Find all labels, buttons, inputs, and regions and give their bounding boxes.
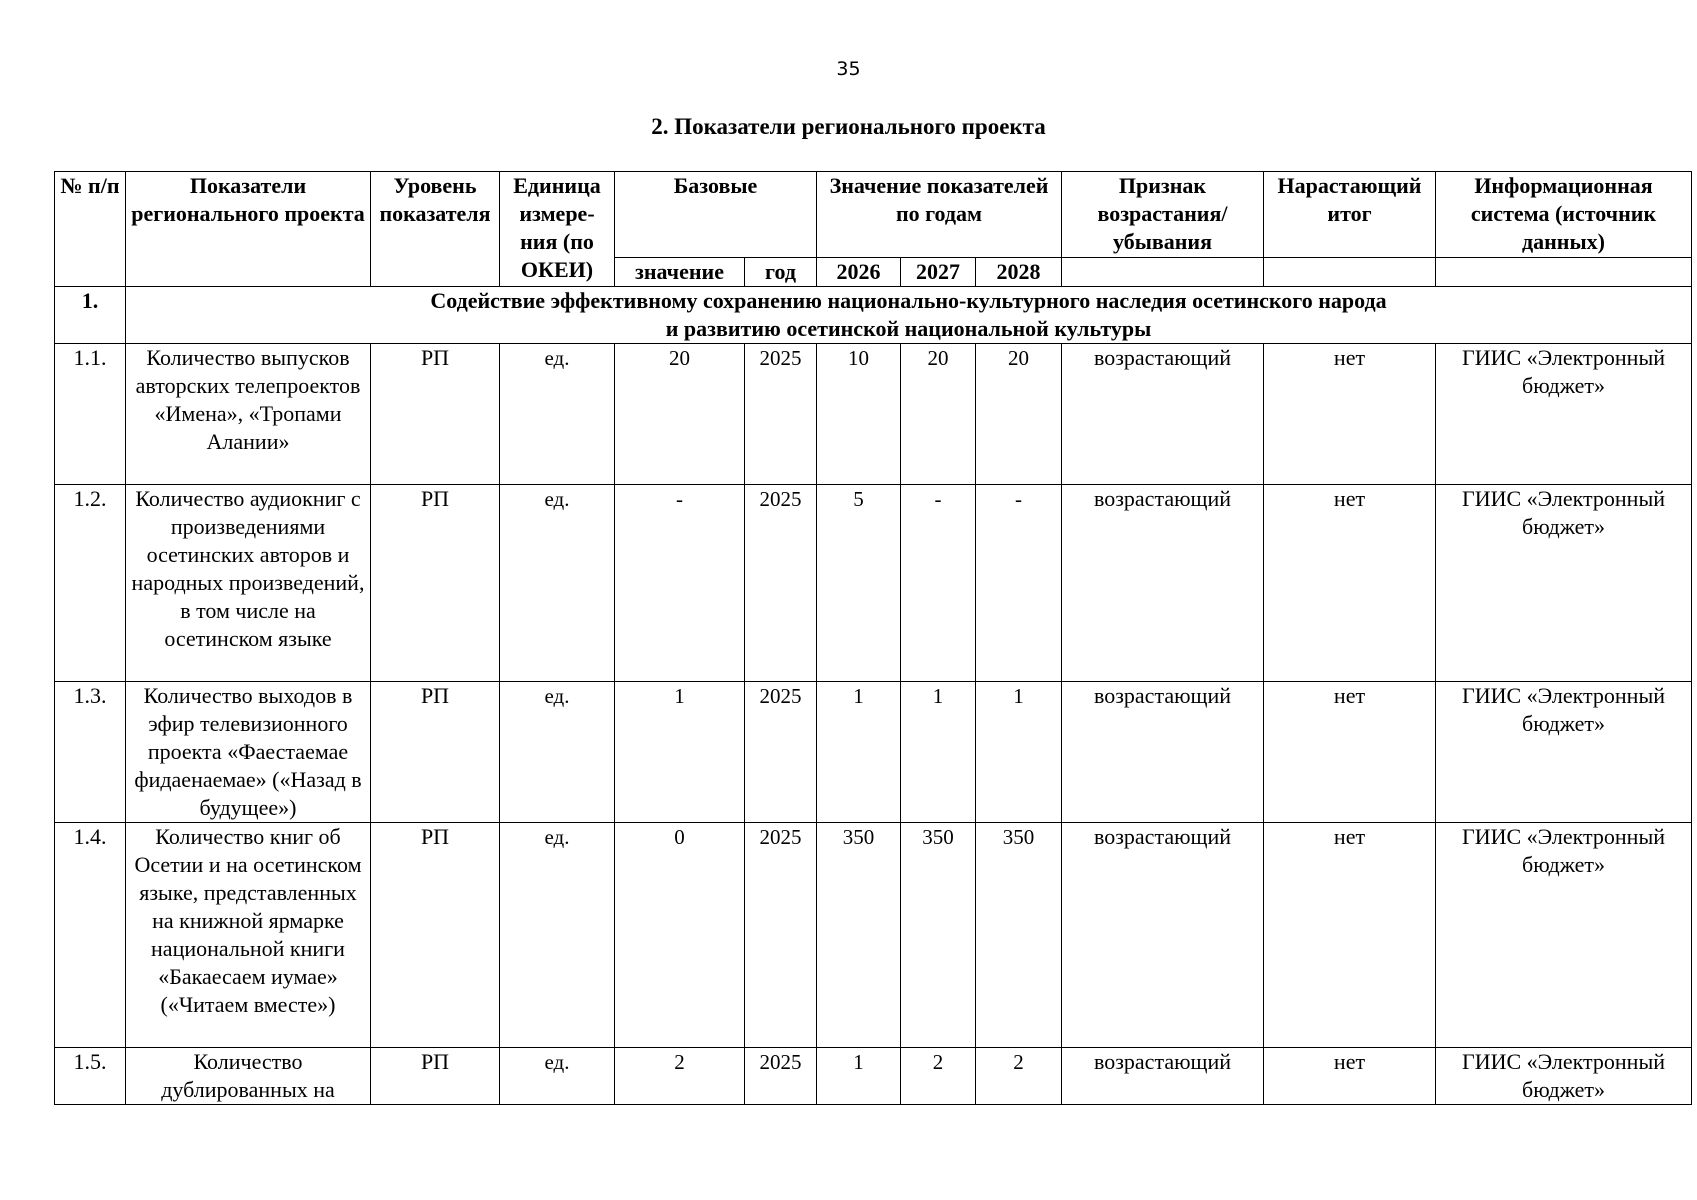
header-trend-empty: [1062, 258, 1264, 287]
row-trend: возрастающий: [1062, 344, 1264, 485]
row-base-year: 2025: [745, 1048, 817, 1105]
page-number: 35: [836, 58, 861, 80]
row-value-2026: 1: [817, 682, 901, 823]
row-value-2026: 10: [817, 344, 901, 485]
indicators-table: [54, 171, 1692, 1105]
row-level: РП: [371, 485, 500, 682]
header-info-system: Информационная система (источник данных): [1436, 172, 1692, 258]
row-base-year: 2025: [745, 823, 817, 1048]
header-base-value: значение: [615, 258, 745, 287]
table-row: [55, 1048, 1692, 1105]
row-level: РП: [371, 823, 500, 1048]
section-title: 2. Показатели регионального проекта: [651, 114, 1046, 139]
row-base-year: 2025: [745, 682, 817, 823]
row-num: 1.2.: [55, 485, 126, 682]
row-cumulative: нет: [1264, 485, 1436, 682]
row-value-2026: 350: [817, 823, 901, 1048]
header-unit: Единица измере-ния (по ОКЕИ): [500, 172, 615, 287]
section-title-line1: Содействие эффективному сохранению национально-культурного наследия осетинского народа: [430, 288, 1387, 313]
row-value-2026: 5: [817, 485, 901, 682]
header-base-year: год: [745, 258, 817, 287]
row-num: 1.5.: [55, 1048, 126, 1105]
row-level: РП: [371, 1048, 500, 1105]
table-row: [55, 344, 1692, 485]
header-cumulative-empty: [1264, 258, 1436, 287]
table-row: [55, 823, 1692, 1048]
row-base-year: 2025: [745, 344, 817, 485]
row-cumulative: нет: [1264, 1048, 1436, 1105]
row-base-value: 1: [615, 682, 745, 823]
row-indicator-name: Количество выходов в эфир телевизионного проекта «Фаестаемае фидаенаемае» («Назад в будущее»): [126, 682, 371, 823]
row-unit: ед.: [500, 485, 615, 682]
row-unit: ед.: [500, 823, 615, 1048]
header-indicator: Показатели регионального проекта: [126, 172, 371, 287]
row-cumulative: нет: [1264, 682, 1436, 823]
row-indicator-name: Количество книг об Осетии и на осетинском языке, представленных на книжной ярмарке национальной книги «Бакаесаем иумае» («Читаем вместе»): [126, 823, 371, 1048]
row-source: ГИИС «Электронный бюджет»: [1436, 682, 1692, 823]
header-num: № п/п: [55, 172, 126, 287]
header-info-empty: [1436, 258, 1692, 287]
row-base-year: 2025: [745, 485, 817, 682]
row-source: ГИИС «Электронный бюджет»: [1436, 485, 1692, 682]
row-base-value: 0: [615, 823, 745, 1048]
row-value-2028: 20: [976, 344, 1062, 485]
row-indicator-name: Количество выпусков авторских телепроектов «Имена», «Тропами Алании»: [126, 344, 371, 485]
header-trend: Признак возрастания/ убывания: [1062, 172, 1264, 258]
row-value-2027: 2: [901, 1048, 976, 1105]
header-year-2027: 2027: [901, 258, 976, 287]
row-level: РП: [371, 344, 500, 485]
table-row: [55, 682, 1692, 823]
header-base: Базовые: [615, 172, 817, 258]
row-base-value: 2: [615, 1048, 745, 1105]
row-source: ГИИС «Электронный бюджет»: [1436, 344, 1692, 485]
row-value-2028: 350: [976, 823, 1062, 1048]
row-num: 1.1.: [55, 344, 126, 485]
row-value-2027: 350: [901, 823, 976, 1048]
row-trend: возрастающий: [1062, 1048, 1264, 1105]
row-value-2028: 1: [976, 682, 1062, 823]
row-num: 1.4.: [55, 823, 126, 1048]
row-value-2027: 20: [901, 344, 976, 485]
row-value-2028: -: [976, 485, 1062, 682]
table-row: [55, 485, 1692, 682]
header-level: Уровень показателя: [371, 172, 500, 287]
row-unit: ед.: [500, 1048, 615, 1105]
row-trend: возрастающий: [1062, 823, 1264, 1048]
header-cumulative: Нарастающий итог: [1264, 172, 1436, 258]
header-year-2026: 2026: [817, 258, 901, 287]
section-title-cell: [126, 287, 1692, 344]
row-unit: ед.: [500, 682, 615, 823]
row-source: ГИИС «Электронный бюджет»: [1436, 1048, 1692, 1105]
section-num: 1.: [55, 287, 126, 344]
row-value-2027: 1: [901, 682, 976, 823]
row-indicator-name: Количество дублированных на: [126, 1048, 371, 1105]
row-num: 1.3.: [55, 682, 126, 823]
header-year-2028: 2028: [976, 258, 1062, 287]
row-cumulative: нет: [1264, 823, 1436, 1048]
row-value-2028: 2: [976, 1048, 1062, 1105]
row-base-value: 20: [615, 344, 745, 485]
row-trend: возрастающий: [1062, 682, 1264, 823]
section-title-line2: и развитию осетинской национальной культуры: [665, 316, 1152, 341]
row-value-2026: 1: [817, 1048, 901, 1105]
header-values: Значение показателей по годам: [817, 172, 1062, 258]
row-level: РП: [371, 682, 500, 823]
row-indicator-name: Количество аудиокниг с произведениями осетинских авторов и народных произведений, в том числе на осетинском языке: [126, 485, 371, 682]
row-value-2027: -: [901, 485, 976, 682]
row-base-value: -: [615, 485, 745, 682]
row-source: ГИИС «Электронный бюджет»: [1436, 823, 1692, 1048]
row-cumulative: нет: [1264, 344, 1436, 485]
row-unit: ед.: [500, 344, 615, 485]
row-trend: возрастающий: [1062, 485, 1264, 682]
